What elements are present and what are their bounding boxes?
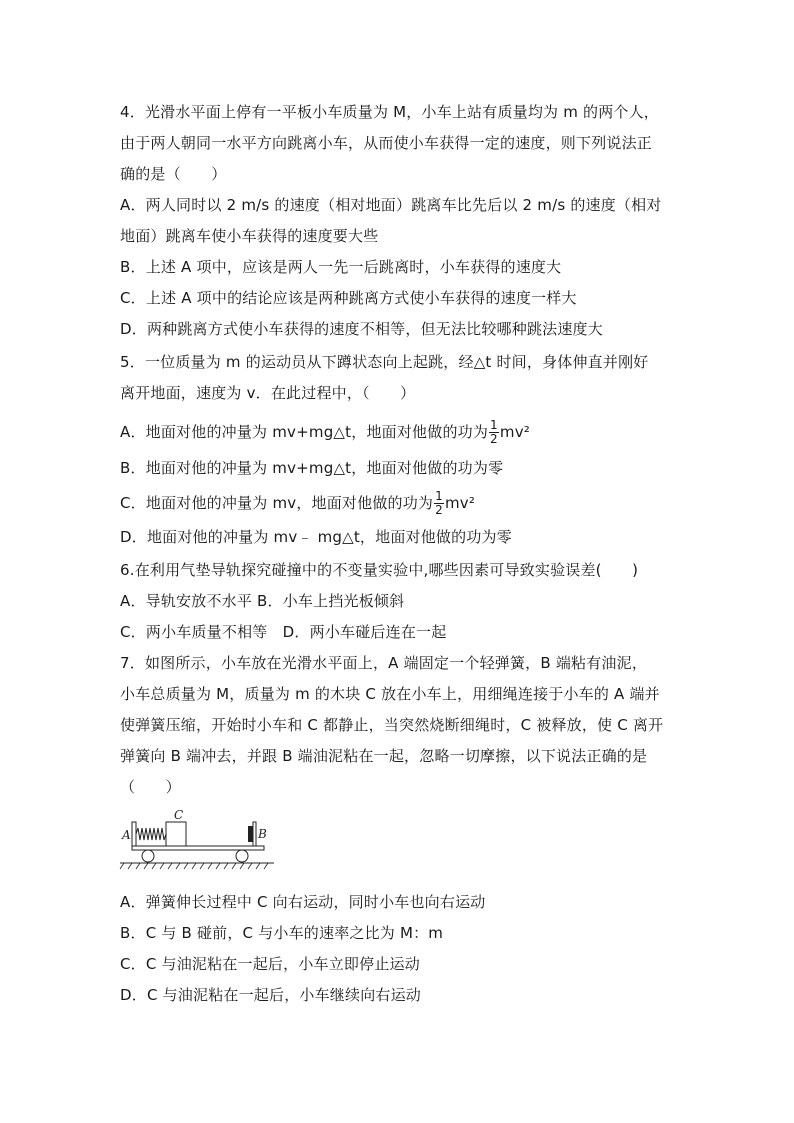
wheel-left (142, 850, 154, 862)
cart-end-b (253, 822, 256, 846)
q6-stem: 6.在利用气垫导轨探究碰撞中的不变量实验中,哪些因素可导致实验误差( ) (120, 561, 639, 579)
spring (136, 828, 166, 840)
q5-option-c-text: C．地面对他的冲量为 mv，地面对他做的功为 (120, 494, 434, 512)
q4-option-c: C．上述 A 项中的结论应该是两种跳离方式使小车获得的速度一样大 (120, 289, 577, 307)
q7-option-b: B．C 与 B 碰前，C 与小车的速率之比为 M：m (120, 924, 444, 942)
q7-stem-line-5: （ ） (120, 778, 181, 796)
oil-putty-b (248, 826, 253, 842)
q4-stem-line-2: 由于两人朝同一水平方向跳离小车，从而使小车获得一定的速度，则下列说法正 (120, 134, 653, 152)
fraction-numerator: 1 (435, 489, 443, 503)
q5-option-c (120, 490, 475, 517)
q4-stem-line-1: 4．光滑水平面上停有一平板小车质量为 M，小车上站有质量均为 m 的两个人， (120, 103, 660, 121)
q7-stem-line-4: 弹簧向 B 端冲去，并跟 B 端油泥粘在一起，忽略一切摩擦，以下说法正确的是 (120, 747, 648, 765)
label-b: B (258, 827, 267, 841)
cart-spring-figure (118, 808, 278, 880)
q5-option-c-tail: mv² (444, 494, 476, 512)
q7-option-a: A．弹簧伸长过程中 C 向右运动，同时小车也向右运动 (120, 893, 486, 911)
q5-option-a-text: A．地面对他的冲量为 mv+mg△t，地面对他做的功为 (120, 423, 489, 441)
cart-deck (132, 846, 264, 850)
q7-stem-line-2: 小车总质量为 M，质量为 m 的木块 C 放在小车上，用细绳连接于小车的 A 端并 (120, 685, 660, 703)
q7-stem-line-1: 7．如图所示，小车放在光滑水平面上，A 端固定一个轻弹簧，B 端粘有油泥， (120, 654, 648, 672)
fraction-half (434, 490, 444, 517)
cart-end-a (132, 822, 136, 846)
q5-stem-line-2: 离开地面，速度为 v．在此过程中，（ ） (120, 384, 416, 402)
fraction-numerator: 1 (490, 418, 498, 432)
q5-option-a (120, 419, 530, 446)
q4-stem-line-3: 确的是（ ） (120, 165, 227, 183)
q5-option-a-tail: mv² (499, 423, 530, 441)
fraction-denominator: 2 (490, 432, 498, 446)
q7-option-d: D．C 与油泥粘在一起后，小车继续向右运动 (120, 986, 421, 1004)
wheel-right (236, 850, 248, 862)
q7-option-c: C．C 与油泥粘在一起后，小车立即停止运动 (120, 955, 420, 973)
q4-option-b: B．上述 A 项中，应该是两人一先一后跳离时，小车获得的速度大 (120, 258, 562, 276)
q5-stem-line-1: 5．一位质量为 m 的运动员从下蹲状态向上起跳，经△t 时间，身体伸直并刚好 (120, 353, 649, 371)
q4-option-d: D．两种跳离方式使小车获得的速度不相等，但无法比较哪种跳法速度大 (120, 320, 603, 338)
label-c: C (174, 808, 184, 822)
fraction-half (489, 419, 499, 446)
q6-options-c-d: C．两小车质量不相等 D．两小车碰后连在一起 (120, 623, 447, 641)
q7-stem-line-3: 使弹簧压缩，开始时小车和 C 都静止，当突然烧断细绳时，C 被释放，使 C 离开 (120, 716, 664, 734)
q4-option-a-line-2: 地面）跳离车使小车获得的速度要大些 (120, 227, 379, 245)
q5-option-d: D．地面对他的冲量为 mv﹣ mg△t，地面对他做的功为零 (120, 528, 512, 546)
ground-hatch (120, 863, 268, 869)
q5-option-b: B．地面对他的冲量为 mv+mg△t，地面对他做的功为零 (120, 459, 504, 477)
block-c (166, 822, 186, 846)
q4-option-a-line-1: A．两人同时以 2 m/s 的速度（相对地面）跳离车比先后以 2 m/s 的速度（相对 (120, 196, 662, 214)
fraction-denominator: 2 (435, 503, 443, 517)
label-a: A (122, 828, 131, 842)
q6-options-a-b: A．导轨安放不水平 B．小车上挡光板倾斜 (120, 592, 405, 610)
